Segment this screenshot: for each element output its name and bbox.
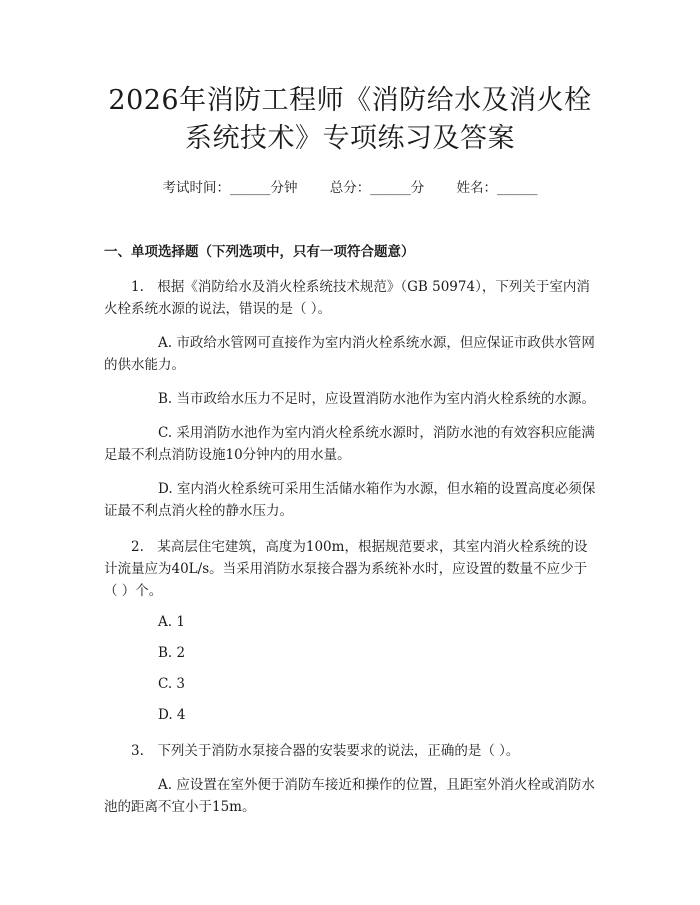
question-2-option-a: A. 1: [158, 614, 185, 630]
question-2-option-d: D. 4: [158, 707, 186, 723]
question-2-option-b: B. 2: [158, 645, 186, 661]
question-3-option-a: A. 应设置在室外便于消防车接近和操作的位置，且距室外消火栓或消防水池的距离不宜小于15m。: [104, 777, 595, 815]
question-1-option-a: A. 市政给水管网可直接作为室内消火栓系统水源，但应保证市政供水管网的供水能力。: [104, 335, 595, 373]
exam-info: [104, 178, 596, 198]
question-1-stem: 1. 根据《消防给水及消火栓系统技术规范》（GB 50974），下列关于室内消火栓系统水源的说法，错误的是（ ）。: [104, 279, 590, 317]
question-1-option-b: B. 当市政给水压力不足时，应设置消防水池作为室内消火栓系统的水源。: [158, 391, 596, 407]
section-heading: 一、单项选择题（下列选项中，只有一项符合题意）: [104, 244, 415, 260]
question-2-stem: 2. 某高层住宅建筑，高度为100m，根据规范要求，其室内消火栓系统的设计流量应为40L/s。当采用消防水泵接合器为系统补水时，应设置的数量不应少于（ ）个。: [104, 539, 588, 599]
question-1-option-d: D. 室内消火栓系统可采用生活储水箱作为水源，但水箱的设置高度必须保证最不利点消火栓的静水压力。: [104, 481, 596, 519]
question-1-option-c: C. 采用消防水池作为室内消火栓系统水源时，消防水池的有效容积应能满足最不利点消防设施10分钟内的用水量。: [104, 425, 595, 463]
exam-time-field: 考试时间：______分钟: [162, 180, 298, 196]
question-2-option-c: C. 3: [158, 676, 186, 692]
question-3-stem: 3. 下列关于消防水泵接合器的安装要求的说法，正确的是（ ）。: [131, 743, 520, 759]
document-title: 2026年消防工程师《消防给水及消火栓系统技术》专项练习及答案: [108, 85, 592, 154]
exam-score-field: 总分：______分: [329, 180, 425, 196]
exam-name-field: 姓名：______: [456, 180, 538, 196]
